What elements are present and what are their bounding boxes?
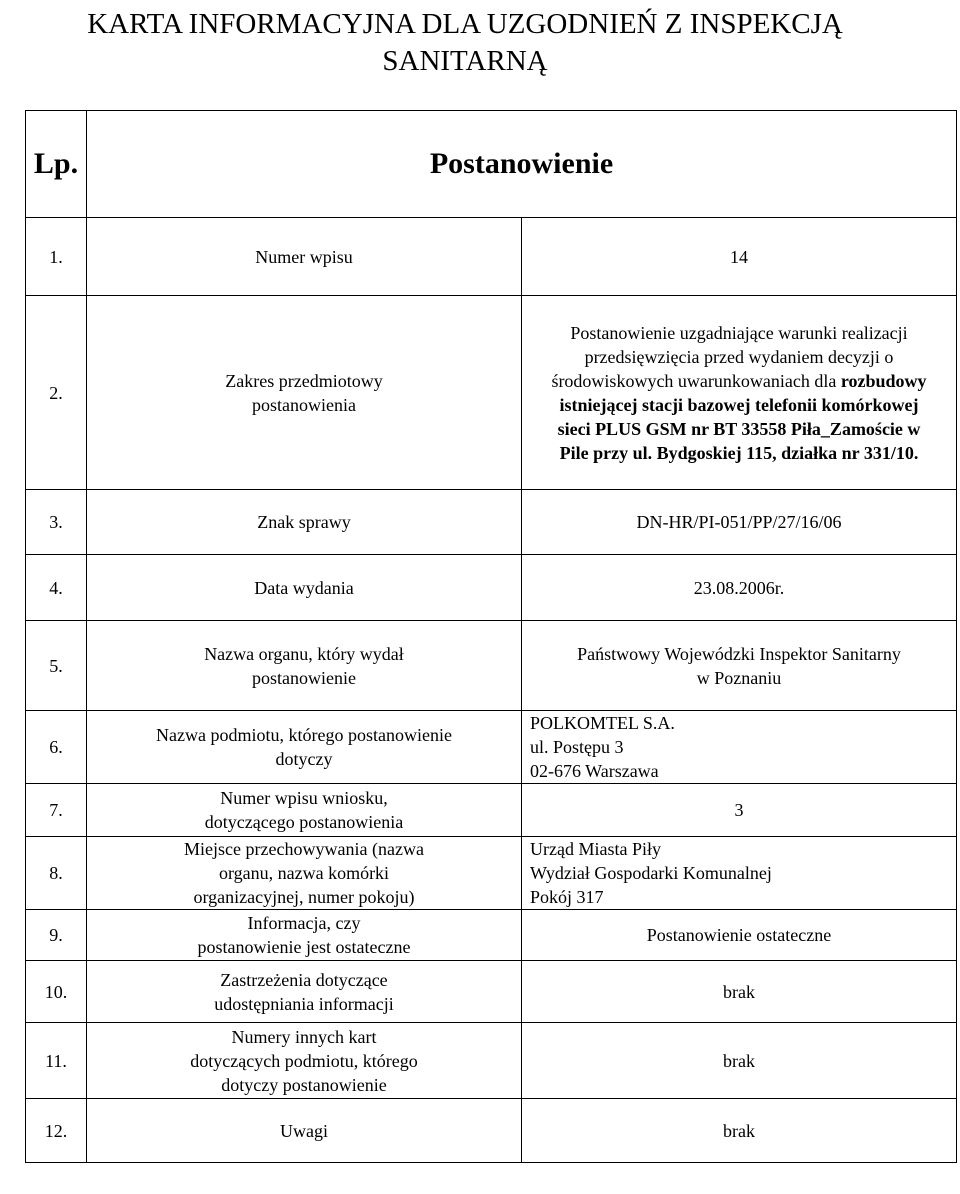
row-value-line: Wydział Gospodarki Komunalnej [530, 863, 772, 883]
row-number: 1. [26, 218, 87, 296]
row-label-line: Uwagi [280, 1120, 328, 1141]
row-number: 2. [26, 296, 87, 490]
row-value-text: Postanowienie uzgadniające warunki realizacji przedsięwzięcia przed wydaniem decyzji o środowiskowych uwarunkowaniach dla [551, 322, 908, 391]
row-label-line: Zastrzeżenia dotyczące [220, 969, 388, 990]
row-label-line: postanowienie [252, 667, 356, 688]
info-table [25, 110, 957, 1163]
row-label-line: dotyczących podmiotu, którego [190, 1050, 418, 1071]
table-row [26, 961, 957, 1023]
table-header-row [26, 111, 957, 218]
row-value-line: Pokój 317 [530, 887, 604, 907]
row-value [522, 961, 957, 1023]
row-label [87, 784, 522, 837]
row-label [87, 1099, 522, 1163]
row-number: 11. [26, 1023, 87, 1099]
row-value-line: Urząd Miasta Piły [530, 839, 661, 859]
row-value-line: w Poznaniu [696, 667, 782, 688]
table-row [26, 1023, 957, 1099]
row-value-line: 02-676 Warszawa [530, 761, 659, 781]
row-value [522, 490, 957, 555]
row-value [522, 837, 957, 910]
header-lp: Lp. [26, 111, 87, 218]
row-label-line: Zakres przedmiotowy [225, 370, 383, 391]
row-label-line: Numery innych kart [231, 1026, 377, 1047]
row-label-line: organu, nazwa komórki [218, 863, 390, 883]
row-number: 12. [26, 1099, 87, 1163]
table-row [26, 711, 957, 784]
table-row [26, 555, 957, 621]
row-label-line: Numer wpisu wniosku, [220, 788, 388, 808]
row-label-line: udostępniania informacji [214, 993, 394, 1014]
header-postanowienie: Postanowienie [87, 111, 957, 218]
row-label-line: Miejsce przechowywania (nazwa [184, 839, 424, 859]
row-value [522, 621, 957, 711]
table-row [26, 837, 957, 910]
row-value [522, 1023, 957, 1099]
row-label-line: Znak sprawy [257, 512, 351, 532]
row-value-line: Postanowienie ostateczne [646, 925, 832, 945]
row-value [522, 218, 957, 296]
row-label [87, 621, 522, 711]
row-label [87, 490, 522, 555]
row-label [87, 837, 522, 910]
row-label [87, 961, 522, 1023]
table-row [26, 784, 957, 837]
row-value-line: brak [723, 981, 755, 1002]
table-row [26, 296, 957, 490]
row-label-line: Numer wpisu [255, 246, 353, 267]
row-value [522, 910, 957, 961]
row-label-line: dotyczącego postanowienia [204, 812, 404, 832]
row-value-line: brak [723, 1050, 755, 1071]
row-value-bold-text: rozbudowy istniejącej stacji bazowej telefonii komórkowej sieci PLUS GSM nr BT 33558 Piła_Zamoście w Pile przy ul. Bydgoskiej 115, działka nr 331/10. [557, 370, 927, 463]
row-label [87, 910, 522, 961]
table-row [26, 490, 957, 555]
table-row [26, 910, 957, 961]
row-value-line: 14 [730, 246, 748, 267]
row-number: 9. [26, 910, 87, 961]
row-label-line: Informacja, czy [247, 913, 361, 933]
row-label-line: postanowienia [252, 394, 356, 415]
row-number: 5. [26, 621, 87, 711]
row-value [522, 555, 957, 621]
row-label-line: postanowienie jest ostateczne [197, 937, 411, 957]
row-value-line: 23.08.2006r. [693, 577, 785, 598]
row-value-line: brak [723, 1120, 755, 1141]
row-value-line: POLKOMTEL S.A. [530, 713, 675, 733]
table-row [26, 621, 957, 711]
row-label-line: organizacyjnej, numer pokoju) [193, 887, 415, 907]
row-label [87, 711, 522, 784]
row-label-line: Data wydania [254, 577, 354, 598]
row-number: 8. [26, 837, 87, 910]
row-label-line: Nazwa organu, który wydał [204, 643, 404, 664]
row-value [522, 1099, 957, 1163]
row-label [87, 218, 522, 296]
row-label [87, 296, 522, 490]
row-value-line: Państwowy Wojewódzki Inspektor Sanitarny [577, 643, 901, 664]
row-value-line: 3 [734, 800, 744, 820]
table-row [26, 218, 957, 296]
row-number: 4. [26, 555, 87, 621]
row-number: 3. [26, 490, 87, 555]
row-value [522, 296, 957, 490]
row-value-line: ul. Postępu 3 [530, 737, 624, 757]
row-number: 7. [26, 784, 87, 837]
row-label [87, 1023, 522, 1099]
table-row [26, 1099, 957, 1163]
document-title: KARTA INFORMACYJNA DLA UZGODNIEŃ Z INSPEKCJĄ SANITARNĄ [87, 8, 843, 77]
row-label-line: dotyczy postanowienie [221, 1074, 387, 1095]
row-value [522, 784, 957, 837]
row-value-line: DN-HR/PI-051/PP/27/16/06 [636, 512, 842, 532]
row-value [522, 711, 957, 784]
row-label [87, 555, 522, 621]
row-label-line: dotyczy [275, 749, 333, 769]
row-label-line: Nazwa podmiotu, którego postanowienie [156, 725, 452, 745]
row-number: 10. [26, 961, 87, 1023]
row-number: 6. [26, 711, 87, 784]
